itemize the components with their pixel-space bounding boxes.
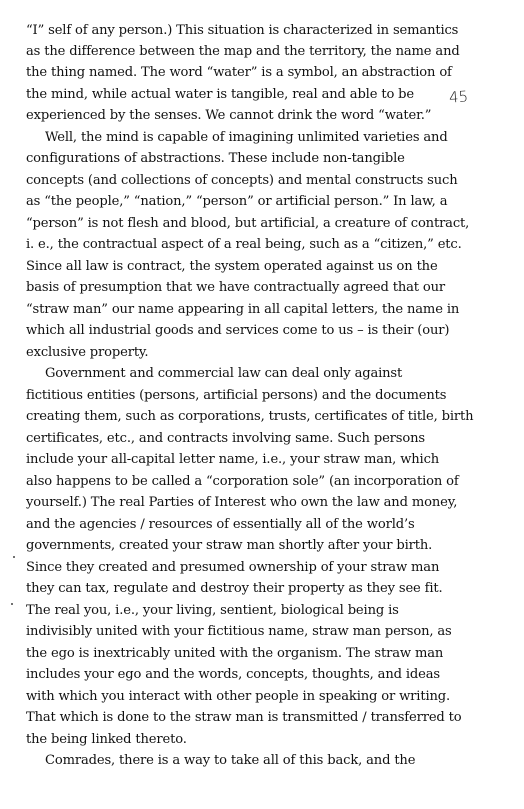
text-line: as the difference between the map and the territory, the name and [26, 44, 460, 59]
text-line: indivisibly united with your fictitious name, straw man person, as [26, 624, 452, 639]
text-line: configurations of abstractions. These include non-tangible [26, 151, 405, 166]
text-line: creating them, such as corporations, trusts, certificates of title, birth [26, 409, 474, 424]
text-line: the mind, while actual water is tangible, real and able to be [26, 87, 415, 102]
text-line: The real you, i.e., your living, sentient, biological being is [26, 603, 399, 618]
text-line: Comrades, there is a way to take all of this back, and the [45, 753, 416, 768]
text-line: the being linked thereto. [26, 732, 187, 747]
text-line: i. e., the contractual aspect of a real being, such as a “citizen,” etc. [26, 237, 462, 252]
text-line: experienced by the senses. We cannot drink the word “water.” [26, 108, 432, 123]
text-line: Government and commercial law can deal only against [45, 366, 403, 381]
margin-mark [13, 556, 15, 558]
margin-mark [11, 603, 13, 605]
text-line: yourself.) The real Parties of Interest who own the law and money, [26, 495, 458, 510]
text-line: “straw man” our name appearing in all capital letters, the name in [26, 302, 460, 317]
text-line: they can tax, regulate and destroy their property as they see fit. [26, 581, 443, 596]
text-line: include your all-capital letter name, i.e., your straw man, which [26, 452, 440, 467]
text-line: with which you interact with other people in speaking or writing. [26, 689, 451, 704]
text-line: includes your ego and the words, concepts, thoughts, and ideas [26, 667, 440, 682]
text-line: “person” is not flesh and blood, but artificial, a creature of contract, [26, 216, 470, 231]
text-line: Well, the mind is capable of imagining unlimited varieties and [45, 130, 448, 145]
text-line: “I” self of any person.) This situation is characterized in semantics [26, 23, 459, 38]
text-line: certificates, etc., and contracts involving same. Such persons [26, 431, 425, 446]
text-line: the ego is inextricably united with the organism. The straw man [26, 646, 444, 661]
text-line: fictitious entities (persons, artificial persons) and the documents [26, 388, 447, 403]
text-line: Since they created and presumed ownership of your straw man [26, 560, 440, 575]
text-line: That which is done to the straw man is transmitted / transferred to [26, 710, 462, 725]
text-line: concepts (and collections of concepts) and mental constructs such [26, 173, 458, 188]
text-line: and the agencies / resources of essentially all of the world’s [26, 517, 415, 532]
text-line: also happens to be called a “corporation sole” (an incorporation of [26, 474, 459, 489]
text-line: Since all law is contract, the system operated against us on the [26, 259, 438, 274]
text-line: basis of presumption that we have contractually agreed that our [26, 280, 446, 295]
text-line: as “the people,” “nation,” “person” or artificial person.” In law, a [26, 194, 448, 209]
text-line: the thing named. The word “water” is a symbol, an abstraction of [26, 65, 452, 80]
text-line: which all industrial goods and services come to us – is their (our) [26, 323, 450, 338]
text-line: governments, created your straw man shortly after your birth. [26, 538, 433, 553]
text-line: exclusive property. [26, 345, 149, 360]
handwritten-page-number: 45 [448, 87, 469, 107]
